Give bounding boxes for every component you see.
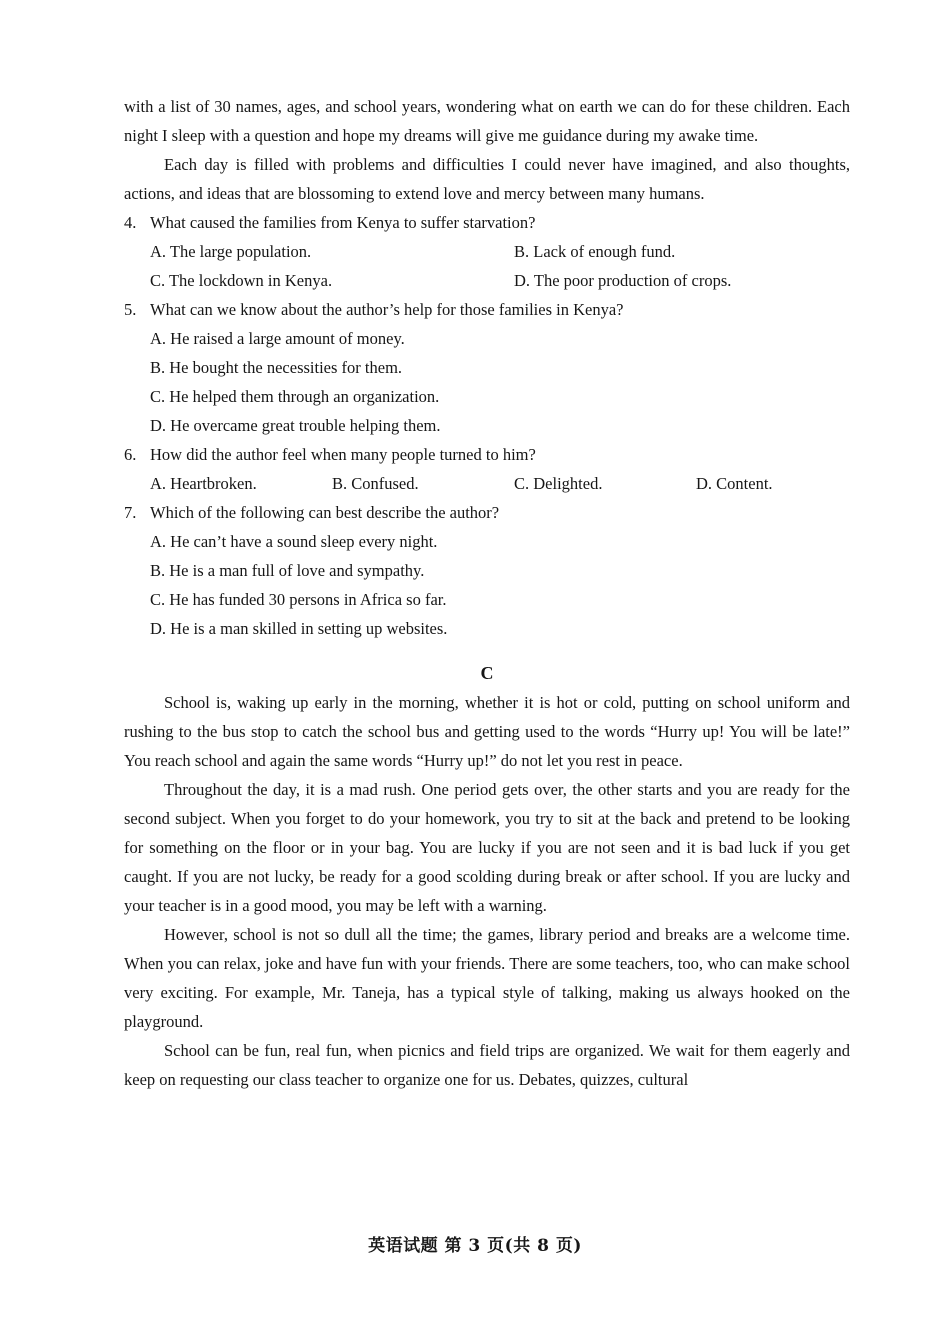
option-a: A. Heartbroken.	[150, 474, 257, 493]
option-a: A. The large population.	[150, 242, 312, 261]
option-b: B. He is a man full of love and sympathy.	[150, 561, 425, 580]
section-title: C	[480, 663, 494, 683]
option-c: C. He helped them through an organization.	[150, 387, 440, 406]
option-a: A. He can’t have a sound sleep every night.	[150, 532, 438, 551]
question-4	[124, 208, 850, 295]
option-a: A. He raised a large amount of money.	[150, 329, 405, 348]
option-b: B. Lack of enough fund.	[514, 242, 676, 261]
option-d: D. The poor production of crops.	[514, 271, 732, 290]
option-c: C. The lockdown in Kenya.	[150, 271, 333, 290]
option-d: D. Content.	[696, 474, 773, 493]
question-number: 7.	[124, 503, 137, 522]
question-5	[124, 295, 850, 440]
question-text: What can we know about the author’s help for those families in Kenya?	[150, 300, 624, 319]
option-d: D. He is a man skilled in setting up websites.	[150, 619, 448, 638]
option-b: B. Confused.	[332, 474, 419, 493]
page-content	[124, 92, 850, 1094]
question-number: 4.	[124, 213, 137, 232]
passage-paragraph: School can be fun, real fun, when picnics and field trips are organized. We wait for them eagerly and keep on requesting our class teacher to organize one for us. Debates, quizzes, cultural	[124, 1041, 850, 1089]
passage-paragraph: with a list of 30 names, ages, and school years, wondering what on earth we can do for these children. Each night I sleep with a question and hope my dreams will give me guidance during my awake time.	[124, 97, 850, 145]
page-footer: 英语试题 第 3 页(共 8 页)	[368, 1236, 582, 1256]
passage-paragraph: Throughout the day, it is a mad rush. One period gets over, the other starts and you are ready for the second subject. When you forget to do your homework, you try to sit at the back and pretend to be looking for something on the floor or in your bag. You are lucky if you are not seen and it is bad luck if you get caught. If you are not lucky, be ready for a good scolding during break or after school. If you are lucky and your teacher is in a good mood, you may be left with a warning.	[124, 780, 850, 915]
passage-paragraph: School is, waking up early in the morning, whether it is hot or cold, putting on school uniform and rushing to the bus stop to catch the school bus and getting used to the words “Hurry up! You will be late!” You reach school and again the same words “Hurry up!” do not let you rest in peace.	[124, 693, 850, 770]
option-c: C. Delighted.	[514, 474, 603, 493]
question-7	[124, 498, 850, 643]
question-text: Which of the following can best describe the author?	[150, 503, 500, 522]
question-6	[124, 440, 850, 498]
option-d: D. He overcame great trouble helping them.	[150, 416, 441, 435]
question-number: 6.	[124, 445, 137, 464]
option-c: C. He has funded 30 persons in Africa so far.	[150, 590, 447, 609]
passage-paragraph: However, school is not so dull all the time; the games, library period and breaks are a welcome time. When you can relax, joke and have fun with your friends. There are some teachers, too, who can make school very exciting. For example, Mr. Taneja, has a typical style of talking, making us always hooked on the playground.	[124, 925, 850, 1031]
question-text: How did the author feel when many people turned to him?	[150, 445, 536, 464]
option-b: B. He bought the necessities for them.	[150, 358, 403, 377]
passage-paragraph: Each day is filled with problems and difficulties I could never have imagined, and also thoughts, actions, and ideas that are blossoming to extend love and mercy between many humans.	[124, 155, 850, 203]
question-text: What caused the families from Kenya to suffer starvation?	[150, 213, 536, 232]
question-number: 5.	[124, 300, 137, 319]
